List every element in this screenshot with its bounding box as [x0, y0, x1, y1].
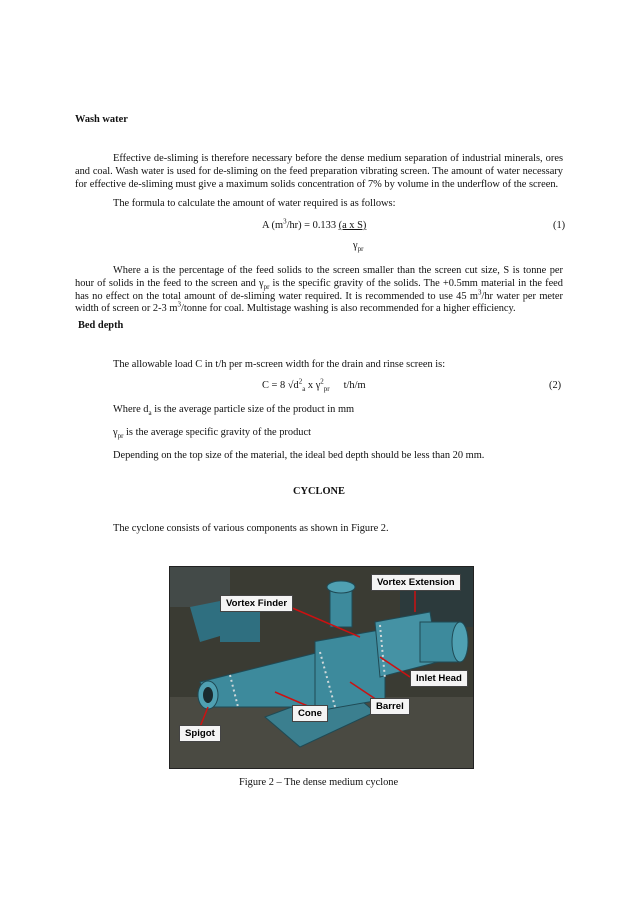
- label-barrel: Barrel: [370, 698, 410, 715]
- bed-depth-note: Depending on the top size of the material, the ideal bed depth should be less than 20 mm.: [113, 450, 485, 461]
- wash-water-paragraph: Effective de-sliming is therefore necessary before the dense medium separation of industrial minerals, ores and coal. Wash water is used for de-sliming on the feed preparation vibrating screen. The amount of water necessary for effective de-sliming must give a maximum solids concentration of 7% by volume in the underflow of the screen.: [75, 153, 563, 190]
- label-spigot: Spigot: [179, 725, 221, 742]
- label-vortex-finder: Vortex Finder: [220, 595, 293, 612]
- equation-1-denominator: $\gamma_{pr}$: [353, 240, 364, 254]
- bed-depth-intro: The allowable load C in t/h per m-screen width for the drain and rinse screen is:: [113, 359, 446, 370]
- label-vortex-extension: Vortex Extension: [371, 574, 461, 591]
- wash-water-explanation: Where a is the percentage of the feed solids to the screen smaller than the screen cut size, S is tonne per hour of solids in the feed to the screen and $\gamma_{pr}$ is the specific gravity of the solids. The +0.5mm material in the feed has no effect on the total amount of de-sliming water required. It is recommended to use 45 $m^3/hr$ water per meter width of screen or 2-3 $m^3$/tonne for coal. Multistage washing is also recommended for a higher efficiency.: [75, 265, 563, 315]
- where-gamma: $\gamma_{pr}$ is the average specific gravity of the product: [113, 427, 311, 441]
- section-heading-bed-depth: Bed depth: [78, 320, 124, 331]
- label-cone: Cone: [292, 705, 328, 722]
- where-da: Where $d_a$ is the average particle size of the product in mm: [113, 404, 355, 418]
- equation-2-number: (2): [549, 380, 562, 391]
- formula-intro: The formula to calculate the amount of water required is as follows:: [113, 198, 396, 209]
- equation-1: A $(m^3/hr) = 0.133$ (a x S): [262, 217, 367, 231]
- equation-2: C = 8 $√d^2_a$ x $\gamma^2_{pr}$ t/h/m: [262, 377, 366, 394]
- section-heading-wash-water: Wash water: [75, 114, 128, 125]
- label-inlet-head: Inlet Head: [410, 670, 468, 687]
- cyclone-photo: [169, 566, 474, 769]
- equation-1-number: (1): [553, 220, 566, 231]
- section-heading-cyclone: CYCLONE: [293, 486, 345, 497]
- figure-caption: Figure 2 – The dense medium cyclone: [239, 777, 399, 788]
- cyclone-intro: The cyclone consists of various components as shown in Figure 2.: [113, 523, 389, 534]
